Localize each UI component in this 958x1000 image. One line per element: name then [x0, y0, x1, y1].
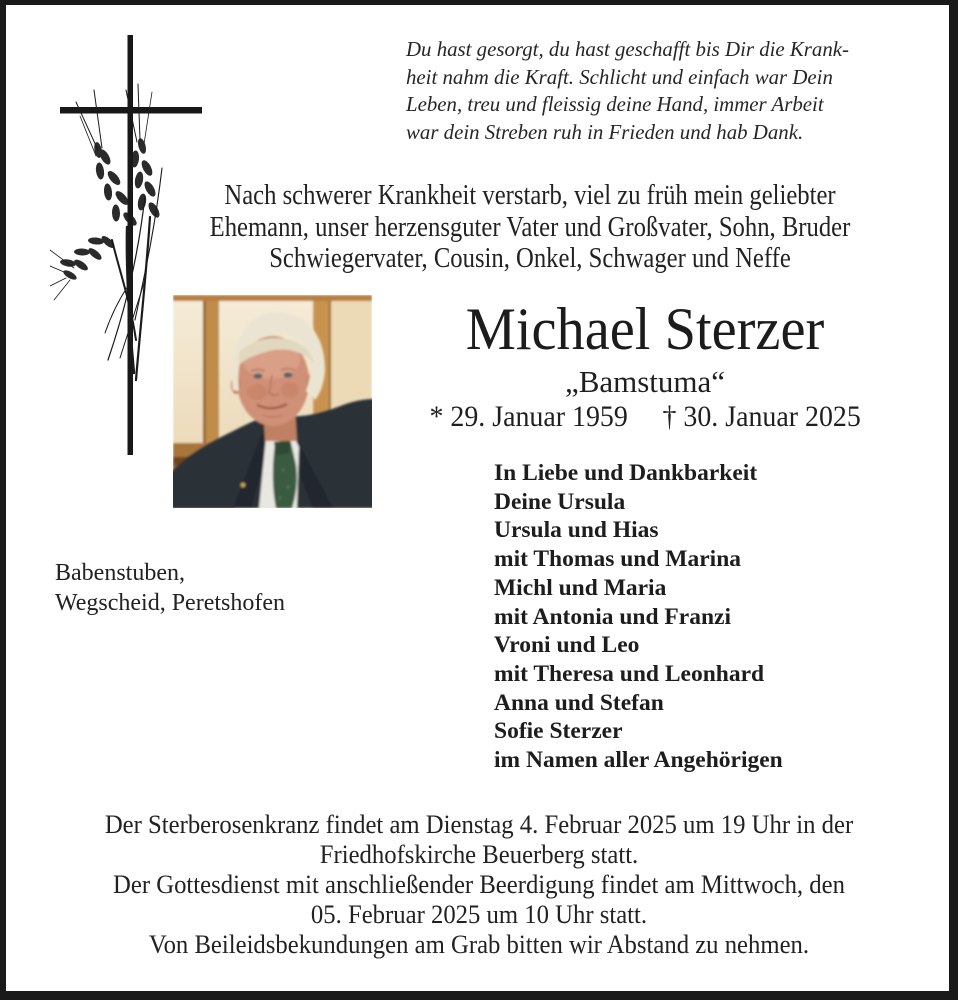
mourner-line: Ursula und Hias: [494, 517, 659, 544]
death-date: † 30. Januar 2025: [662, 400, 861, 433]
mourner-line: mit Thomas und Marina: [494, 546, 742, 573]
deceased-name: Michael Sterzer: [465, 296, 825, 362]
birth-date: * 29. Januar 1959: [429, 400, 628, 433]
epitaph-line: Du hast gesorgt, du hast geschafft bis Dir die Krank-: [406, 37, 849, 61]
location-line: Babenstuben,: [55, 560, 185, 586]
mourner-line: In Liebe und Dankbarkeit: [494, 460, 758, 486]
funeral-line: 05. Februar 2025 um 10 Uhr statt.: [310, 900, 648, 929]
mourner-line: mit Theresa und Leonhard: [494, 660, 765, 687]
epitaph-line: war dein Streben ruh in Frieden und hab Dank.: [406, 119, 804, 144]
mourner-line: Sofie Sterzer: [494, 718, 623, 745]
mourner-line: Anna und Stefan: [494, 689, 664, 716]
family-locations: [55, 558, 285, 618]
announcement-paragraph: [102, 180, 958, 275]
funeral-line: Der Gottesdienst mit anschließender Beerdigung findet am Mittwoch, den: [113, 870, 845, 899]
portrait-photo: [173, 295, 372, 508]
epitaph-verse: [406, 36, 863, 146]
mourner-line: mit Antonia und Franzi: [494, 603, 731, 630]
funeral-line: Von Beileidsbekundungen am Grab bitten wir Abstand zu nehmen.: [148, 930, 810, 959]
epitaph-line: Leben, treu und fleissig deine Hand, immer Arbeit: [406, 92, 824, 116]
funeral-line: Der Sterberosenkranz findet am Dienstag 4. Februar 2025 um 19 Uhr in der: [104, 810, 854, 839]
deceased-nickname: „Bamstuma“: [564, 364, 726, 399]
mourner-line: Vroni und Leo: [494, 632, 640, 659]
announcement-line: Nach schwerer Krankheit verstarb, viel zu früh mein geliebter: [224, 179, 836, 211]
funeral-details: [0, 810, 958, 960]
epitaph-line: heit nahm die Kraft. Schlicht und einfach war Dein: [406, 64, 833, 89]
life-dates: [385, 400, 905, 433]
announcement-line: Ehemann, unser herzensguter Vater und Großvater, Sohn, Bruder: [209, 210, 851, 243]
deceased-block: [385, 298, 905, 433]
mourner-line: Michl und Maria: [494, 574, 667, 601]
mourners-list: [494, 459, 783, 775]
location-line: Wegscheid, Peretshofen: [55, 590, 285, 616]
mourner-line: Deine Ursula: [494, 488, 626, 515]
funeral-line: Friedhofskirche Beuerberg statt.: [319, 840, 639, 869]
mourner-line: im Namen aller Angehörigen: [494, 747, 783, 774]
announcement-line: Schwiegervater, Cousin, Onkel, Schwager und Neffe: [269, 242, 791, 274]
